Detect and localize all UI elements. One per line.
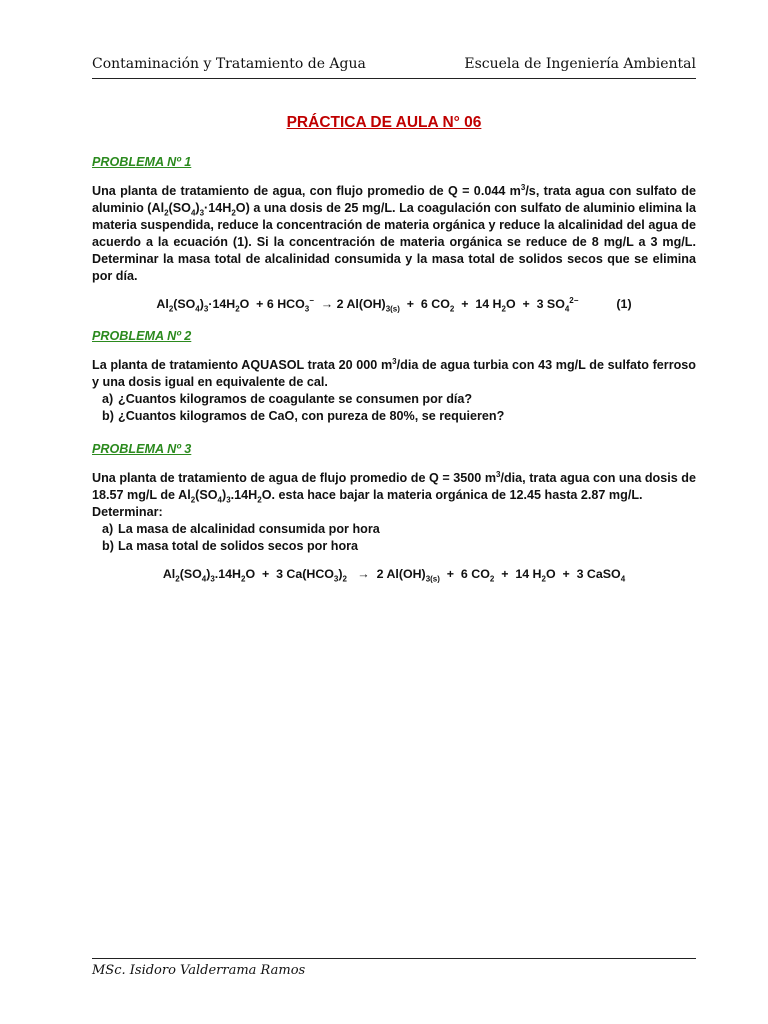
document-body (92, 154, 696, 598)
equation-1: $Al_2(SO_4)_3\cdot 14H_2O + 6$ $HCO_3^- \to 2$ $Al(OH)_{3(s)} + 6$ $CO_2 + 14$ $H_2O + 3$ $SO_4^{2-}$ (1) (156, 295, 632, 314)
problem-3-questions (92, 521, 696, 555)
equation-2: $Al_2(SO_4)_3.14H_2O + 3$ $Ca(HCO_3)_2 \to 2$ $Al(OH)_{3(s)} + 6$ $CO_2 + 14$ $H_2O + 3$ CaSO$_4$ (162, 567, 626, 584)
header-course: Contaminación y Tratamiento de Agua (92, 56, 366, 72)
page-header (92, 56, 696, 79)
list-item: a) La masa de alcalinidad consumida por hora (102, 522, 380, 536)
problem-1-text: Una planta de tratamiento de agua, con flujo promedio de Q = 0.044 $m^3/s$, trata agua con sulfato de aluminio $(Al_2(SO_4)_3\cdot 14H_2O)$ a una dosis de 25 mg/L. La coagulación con sulfato de aluminio elimina la materia suspendida, reduce la concentración de materia orgánica y reduce la alcalinidad del agua de acuerdo a la ecuación (1). Si la concentración de materia orgánica se reduce de 8 mg/L a 3 mg/L. Determinar la masa total de alcalinidad consumida y la masa total de solidos secos que se elimina por día. (92, 182, 696, 283)
problem-1-heading: PROBLEMA Nº 1 (92, 155, 192, 169)
problem-3-heading: PROBLEMA Nº 3 (92, 442, 192, 456)
equation-number: (1) (616, 297, 632, 311)
list-item: b) La masa total de solidos secos por hora (102, 539, 359, 553)
problem-2-text: La planta de tratamiento AQUASOL trata 20 000 $m^3$/dia de agua turbia con 43 mg/L de sulfato ferroso y una dosis igual en equivalente de cal. (92, 356, 696, 389)
problem-3-determinar: Determinar: (92, 505, 163, 519)
page-title: PRÁCTICA DE AULA N° 06 (286, 114, 482, 131)
problem-2-questions (92, 391, 696, 425)
problem-2-heading: PROBLEMA Nº 2 (92, 329, 192, 343)
page-footer: MSc. Isidoro Valderrama Ramos (92, 958, 696, 978)
header-school: Escuela de Ingeniería Ambiental (464, 56, 696, 72)
list-item: b) ¿Cuantos kilogramos de CaO, con pureza de 80%, se requieren? (102, 409, 505, 423)
problem-3-text: Una planta de tratamiento de agua de flujo promedio de Q = 3500 $m^3$/dia, trata agua con una dosis de 18.57 mg/L de $Al_2(SO_4)_3.14H_2O$. esta hace bajar la materia orgánica de 12.45 hasta 2.87 mg/L. (92, 469, 697, 505)
list-item: a) ¿Cuantos kilogramos de coagulante se consumen por día? (102, 392, 473, 406)
